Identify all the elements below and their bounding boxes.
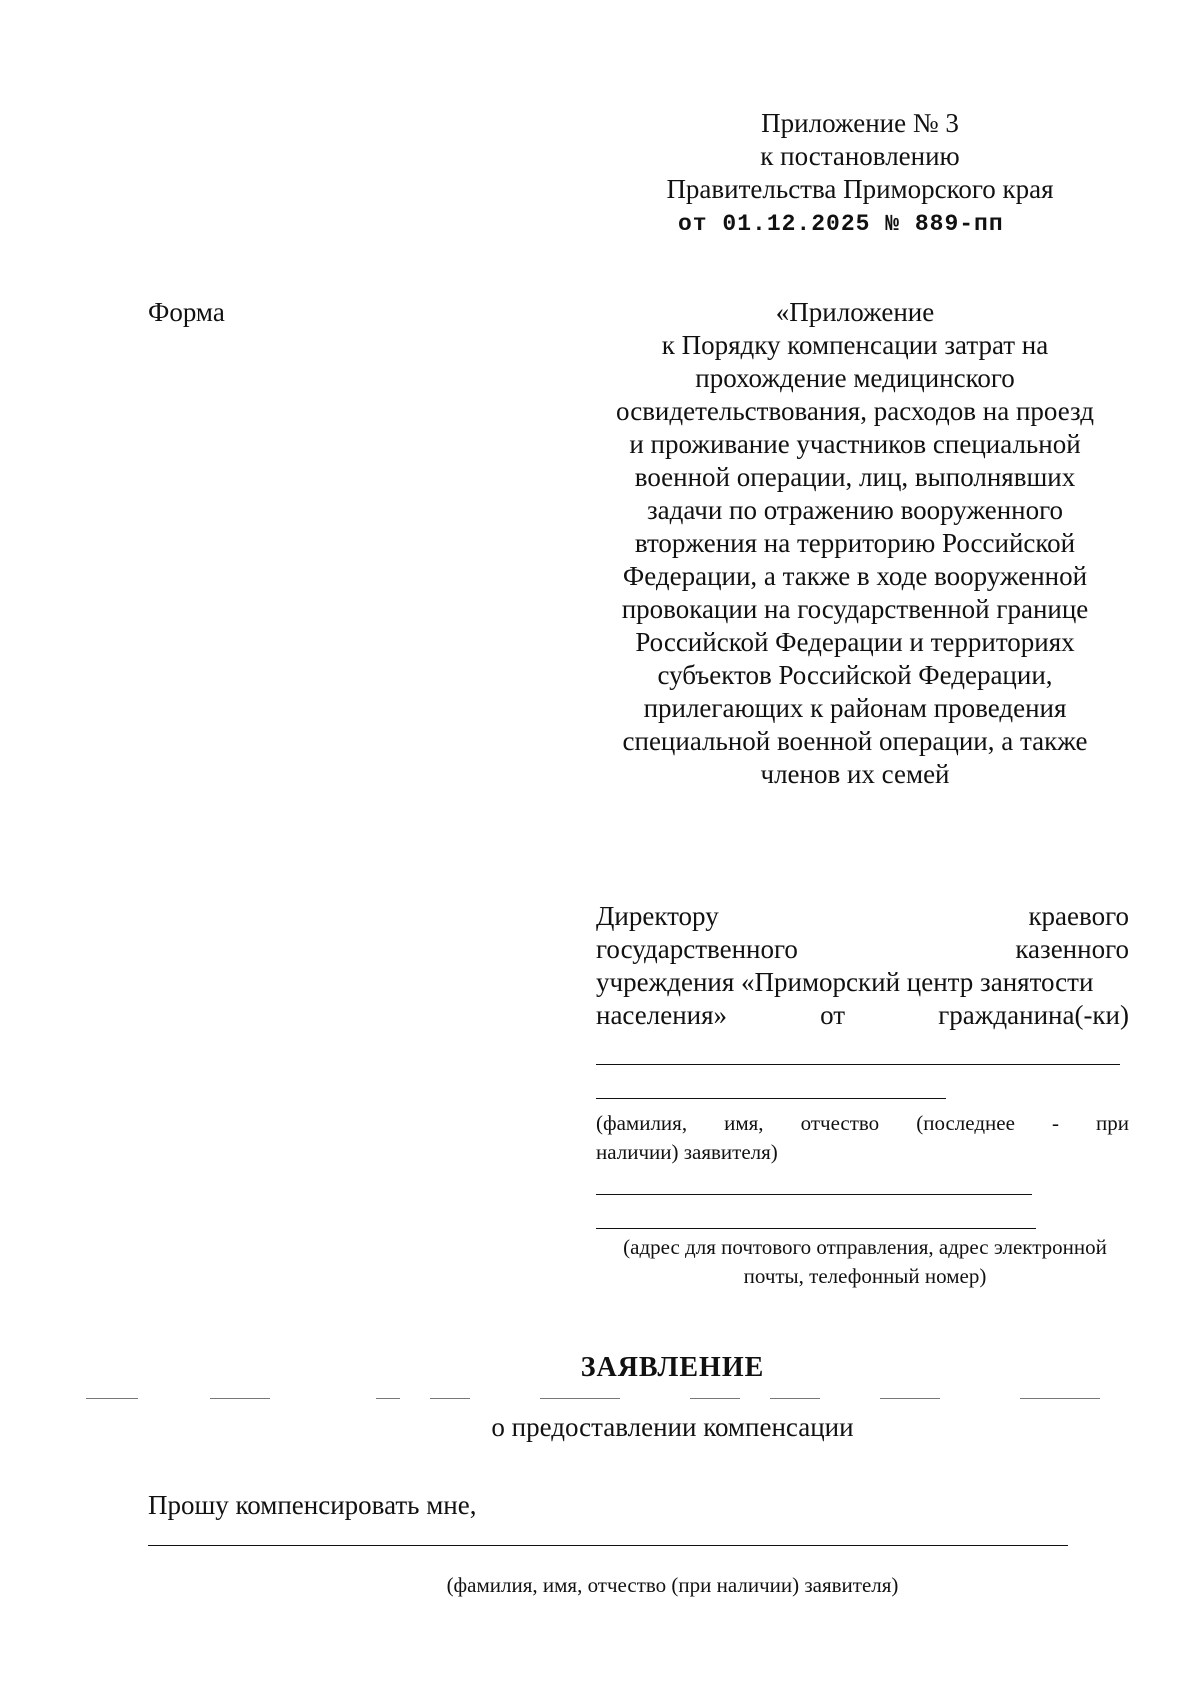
- scan-artifact-dash: [770, 1398, 820, 1399]
- addressee-word: гражданина(-ки): [938, 1000, 1129, 1030]
- request-text: Прошу компенсировать мне,: [148, 1490, 477, 1520]
- addressee-word: учреждения «Приморский центр занятости: [596, 967, 1094, 997]
- annex-title-line: «Приложение: [775, 297, 935, 327]
- appendix-date-number: от 01.12.2025 № 889-пп: [678, 211, 1004, 237]
- addressee-word: государственного: [596, 934, 798, 964]
- caption-word: отчество: [800, 1111, 880, 1135]
- fio-field-line[interactable]: [148, 1545, 1068, 1546]
- addressee-line: [596, 900, 1129, 933]
- annex-title-line: военной операции, лиц, выполнявших: [634, 462, 1076, 492]
- statement-title: ЗАЯВЛЕНИЕ: [580, 1352, 765, 1383]
- appendix-government-line: Правительства Приморского края: [666, 174, 1054, 204]
- addressee-line: [596, 966, 1129, 999]
- applicant-name-field-line[interactable]: [596, 1064, 1120, 1065]
- annex-title-line: прохождение медицинского: [695, 363, 1015, 393]
- scan-artifact-dash: [880, 1398, 940, 1399]
- annex-title-line: вторжения на территорию Российской: [634, 528, 1076, 558]
- applicant-name-caption-line2: наличии) заявителя): [596, 1140, 778, 1164]
- annex-title: [580, 296, 1130, 791]
- annex-title-line: провокации на государственной границе: [621, 594, 1089, 624]
- scan-artifact-dash: [1020, 1398, 1100, 1399]
- addressee-word: населения»: [596, 1000, 728, 1030]
- statement-subtitle: о предоставлении компенсации: [491, 1412, 854, 1442]
- annex-title-line: членов их семей: [760, 759, 950, 789]
- applicant-address-field-line[interactable]: [596, 1194, 1032, 1195]
- scan-artifact-dash: [690, 1398, 740, 1399]
- applicant-address-caption-line2: почты, телефонный номер): [743, 1264, 987, 1288]
- annex-title-line: и проживание участников специальной: [629, 429, 1081, 459]
- fio-caption: (фамилия, имя, отчество (при наличии) заявителя): [446, 1573, 899, 1597]
- annex-title-line: Федерации, а также в ходе вооруженной: [622, 561, 1088, 591]
- caption-word: имя,: [724, 1111, 764, 1135]
- addressee-word: краевого: [1028, 901, 1129, 931]
- scan-artifact-dash: [86, 1398, 138, 1399]
- addressee-word: казенного: [1015, 934, 1129, 964]
- appendix-number: Приложение № 3: [761, 108, 959, 138]
- scan-artifact-dash: [376, 1398, 400, 1399]
- annex-title-line: специальной военной операции, а также: [622, 726, 1088, 756]
- appendix-resolution-line: к постановлению: [760, 141, 960, 171]
- addressee-line: [596, 933, 1129, 966]
- caption-word: (последнее: [916, 1111, 1015, 1135]
- annex-title-line: субъектов Российской Федерации,: [657, 660, 1053, 690]
- applicant-address-caption: (адрес для почтового отправления, адрес электронной: [623, 1235, 1107, 1259]
- scan-artifact-dash: [430, 1398, 470, 1399]
- scan-artifact-dash: [540, 1398, 620, 1399]
- caption-word: (фамилия,: [596, 1111, 688, 1135]
- addressee-word: Директору: [596, 901, 719, 931]
- caption-word: -: [1051, 1111, 1059, 1135]
- form-label: Форма: [148, 297, 225, 327]
- annex-title-line: Российской Федерации и территориях: [635, 627, 1075, 657]
- annex-title-line: задачи по отражению вооруженного: [646, 495, 1064, 525]
- annex-title-line: к Порядку компенсации затрат на: [661, 330, 1049, 360]
- addressee-word: от: [820, 1000, 846, 1030]
- scan-artifact-dash: [210, 1398, 270, 1399]
- caption-word: при: [1096, 1111, 1129, 1135]
- applicant-name-caption: [596, 1109, 1129, 1138]
- addressee-line: [596, 999, 1129, 1032]
- addressee-block: [596, 900, 1129, 1032]
- annex-title-line: прилегающих к районам проведения: [643, 693, 1067, 723]
- applicant-address-field-line[interactable]: [596, 1228, 1036, 1229]
- applicant-name-field-line[interactable]: [596, 1098, 946, 1099]
- annex-title-line: освидетельствования, расходов на проезд: [616, 396, 1094, 426]
